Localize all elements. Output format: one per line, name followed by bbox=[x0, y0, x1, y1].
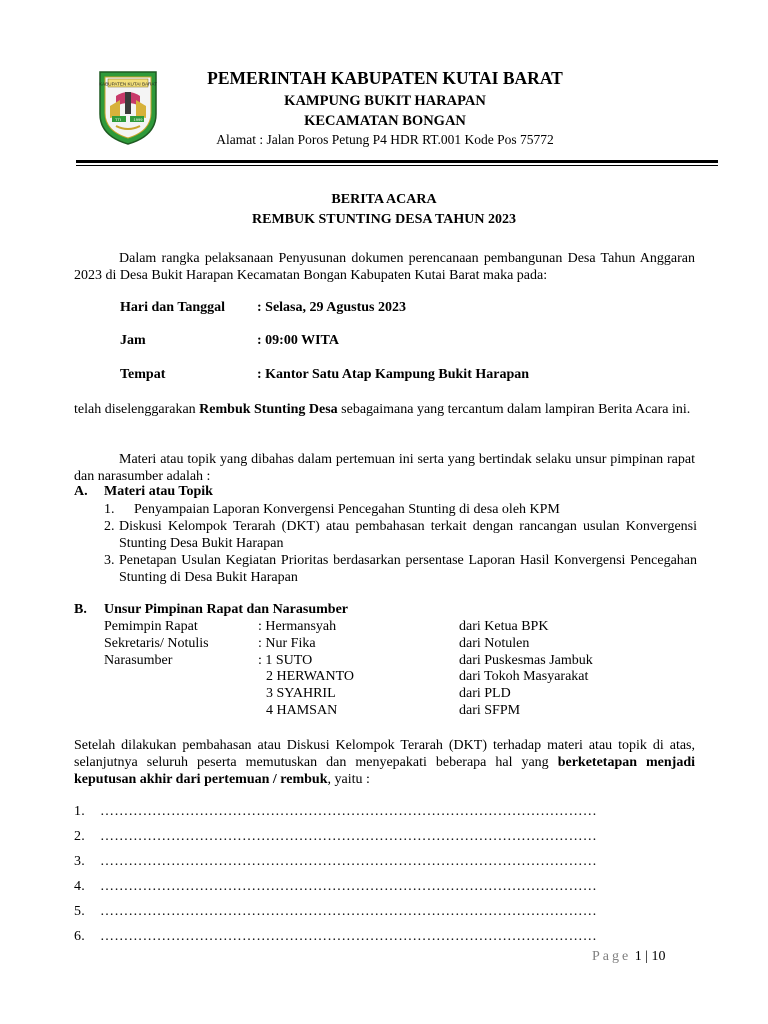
list-item-text: Diskusi Kelompok Terarah (DKT) atau pembahasan terkait dengan rancangan usulan Konvergensi Stunting Desa Bukit Harapan bbox=[119, 519, 697, 551]
decision-number: 1. bbox=[74, 804, 85, 819]
person-name: 3 SYAHRIL bbox=[266, 686, 336, 701]
conclusion-pre: Setelah dilakukan pembahasan atau Diskusi Kelompok Terarah (DKT) terhadap materi atau topik di atas, selanjutnya seluruh peserta memutuskan dan menyepakati beberapa hal yang bbox=[74, 738, 695, 770]
decision-dots: …………………………………………………………………………………………… bbox=[100, 879, 597, 894]
list-item-number: 1. bbox=[104, 502, 115, 517]
detail-time-label: Jam bbox=[120, 333, 146, 348]
detail-date-label: Hari dan Tanggal bbox=[120, 300, 226, 315]
detail-date-value: : Selasa, 29 Agustus 2023 bbox=[257, 300, 406, 315]
header-address: Alamat : Jalan Poros Petung P4 HDR RT.001 Kode Pos 75772 bbox=[216, 132, 554, 147]
decision-dots: …………………………………………………………………………………………… bbox=[100, 854, 597, 869]
decision-number: 5. bbox=[74, 904, 85, 919]
person-name: 4 HAMSAN bbox=[266, 703, 338, 718]
person-name: 2 HERWANTO bbox=[266, 669, 355, 684]
page-number: 1 bbox=[634, 949, 642, 964]
person-origin: dari Tokoh Masyarakat bbox=[459, 669, 589, 684]
logo-right-text: 1999 bbox=[133, 117, 143, 122]
conclusion-post: , yaitu : bbox=[327, 772, 370, 787]
materi-intro-paragraph: Materi atau topik yang dibahas dalam pertemuan ini serta yang bertindak selaku unsur pimpinan rapat dan narasumber adalah : bbox=[74, 452, 695, 484]
person-origin: dari SFPM bbox=[459, 703, 521, 718]
decision-line bbox=[74, 929, 694, 947]
logo-left-text: TTI bbox=[115, 117, 121, 122]
person-name: : Nur Fika bbox=[258, 636, 316, 651]
section-a-heading bbox=[74, 484, 474, 502]
section-b-title: Unsur Pimpinan Rapat dan Narasumber bbox=[104, 602, 349, 617]
page-total: 10 bbox=[651, 949, 666, 964]
held-post: sebagaimana yang tercantum dalam lampiran Berita Acara ini. bbox=[337, 402, 691, 417]
role-label: Sekretaris/ Notulis bbox=[104, 636, 209, 651]
decision-line bbox=[74, 829, 694, 847]
decision-line bbox=[74, 804, 694, 822]
header-district: KECAMATAN BONGAN bbox=[304, 113, 466, 129]
list-item-number: 3. bbox=[104, 553, 115, 568]
held-bold: Rembuk Stunting Desa bbox=[199, 402, 338, 417]
held-pre: telah diselenggarakan bbox=[74, 402, 200, 417]
decision-number: 3. bbox=[74, 854, 85, 869]
role-label: Pemimpin Rapat bbox=[104, 619, 198, 634]
section-b-letter: B. bbox=[74, 602, 87, 617]
logo-text: KABUPATEN KUTAI BARAT bbox=[99, 81, 157, 87]
regency-logo bbox=[96, 66, 160, 146]
section-b-heading bbox=[74, 602, 474, 620]
page-footer bbox=[592, 949, 666, 965]
list-item-number: 2. bbox=[104, 519, 115, 534]
header-divider-thin bbox=[76, 165, 718, 166]
section-a-title: Materi atau Topik bbox=[104, 484, 213, 499]
list-item-text: Penetapan Usulan Kegiatan Prioritas berdasarkan persentase Laporan Hasil Konvergensi Pencegahan Stunting di Desa Bukit Harapan bbox=[119, 553, 697, 585]
person-origin: dari Notulen bbox=[459, 636, 530, 651]
person-origin: dari Ketua BPK bbox=[459, 619, 549, 634]
detail-place-value: : Kantor Satu Atap Kampung Bukit Harapan bbox=[257, 367, 530, 382]
person-name: : 1 SUTO bbox=[258, 653, 313, 668]
document-title: BERITA ACARA bbox=[331, 192, 437, 207]
decision-line bbox=[74, 854, 694, 872]
header-government: PEMERINTAH KABUPATEN KUTAI BARAT bbox=[207, 68, 563, 88]
list-item bbox=[104, 518, 698, 552]
conclusion-bold: berketetapan menjadi keputusan akhir dari pertemuan / rembuk bbox=[74, 755, 696, 787]
detail-place-label: Tempat bbox=[120, 367, 166, 382]
page-label: Page bbox=[592, 949, 632, 964]
decision-dots: …………………………………………………………………………………………… bbox=[100, 929, 597, 944]
page-separator: | bbox=[645, 949, 649, 964]
role-label: Narasumber bbox=[104, 653, 173, 668]
list-item-text: Penyampaian Laporan Konvergensi Pencegahan Stunting di desa oleh KPM bbox=[134, 502, 560, 517]
person-name: : Hermansyah bbox=[258, 619, 337, 634]
decision-line bbox=[74, 904, 694, 922]
held-paragraph bbox=[74, 401, 695, 418]
intro-paragraph: Dalam rangka pelaksanaan Penyusunan dokumen perencanaan pembangunan Desa Tahun Anggaran 2023 di Desa Bukit Harapan Kecamatan Bongan Kabupaten Kutai Barat maka pada: bbox=[74, 251, 695, 283]
decision-number: 4. bbox=[74, 879, 85, 894]
header-divider-thick bbox=[76, 160, 718, 163]
section-a-letter: A. bbox=[74, 484, 88, 499]
header-village: KAMPUNG BUKIT HARAPAN bbox=[284, 93, 486, 109]
decision-number: 2. bbox=[74, 829, 85, 844]
document-subtitle: REMBUK STUNTING DESA TAHUN 2023 bbox=[252, 212, 516, 227]
decision-number: 6. bbox=[74, 929, 85, 944]
person-origin: dari PLD bbox=[459, 686, 511, 701]
conclusion-paragraph bbox=[74, 737, 695, 788]
decision-dots: …………………………………………………………………………………………… bbox=[100, 829, 597, 844]
decision-dots: …………………………………………………………………………………………… bbox=[100, 804, 597, 819]
detail-time-value: : 09:00 WITA bbox=[257, 333, 339, 348]
decision-dots: …………………………………………………………………………………………… bbox=[100, 904, 597, 919]
decision-line bbox=[74, 879, 694, 897]
list-item bbox=[104, 552, 698, 586]
person-origin: dari Puskesmas Jambuk bbox=[459, 653, 593, 668]
list-item bbox=[104, 501, 698, 518]
